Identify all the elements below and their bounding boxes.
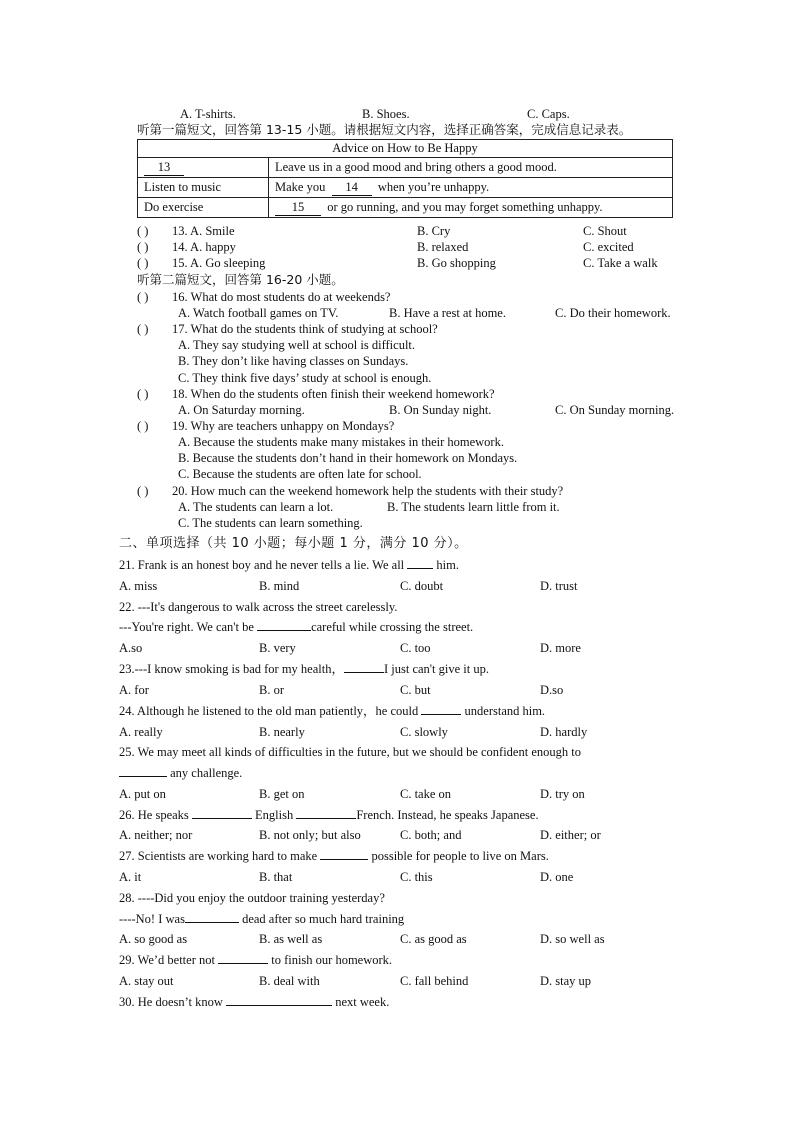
q22-option-a: A.so xyxy=(119,641,143,655)
q21-option-b: B. mind xyxy=(259,579,300,593)
q18-stem: 18. When do the students often finish their weekend homework? xyxy=(172,387,495,401)
q19-option-a: A. Because the students make many mistakes in their homework. xyxy=(178,435,504,449)
q29-option-c: C. fall behind xyxy=(400,974,469,988)
q27-option-a: A. it xyxy=(119,870,142,884)
q20-stem: 20. How much can the weekend homework help the students with their study? xyxy=(172,484,564,498)
text: 23.---I know smoking is bad for my health， xyxy=(119,662,344,676)
q29-option-b: B. deal with xyxy=(259,974,320,988)
q18-option-c: C. On Sunday morning. xyxy=(555,403,675,417)
q18-option-b: B. On Sunday night. xyxy=(389,403,492,417)
q20-option-b: B. The students learn little from it. xyxy=(387,500,560,514)
text: 21. Frank is an honest boy and he never tells a lie. We all xyxy=(119,558,405,572)
table-row xyxy=(138,198,673,218)
q28-option-b: B. as well as xyxy=(259,932,323,946)
table-title: Advice on How to Be Happy xyxy=(138,140,673,158)
q25-line1: 25. We may meet all kinds of difficulties in the future, but we should be confident enough to xyxy=(119,745,581,759)
q22-option-d: D. more xyxy=(540,641,581,655)
text: English xyxy=(255,808,294,822)
q14-option-b: B. relaxed xyxy=(417,240,469,254)
text: 30. He doesn’t know xyxy=(119,995,223,1009)
text: ----No! I was xyxy=(119,912,185,926)
q16-option-a: A. Watch football games on TV. xyxy=(178,306,339,320)
blank-13: 13 xyxy=(144,160,184,176)
q21-option-d: D. trust xyxy=(540,579,578,593)
text: him. xyxy=(436,558,459,572)
q16-option-b: B. Have a rest at home. xyxy=(389,306,506,320)
q26-option-a: A. neither; nor xyxy=(119,828,193,842)
text: to finish our homework. xyxy=(271,953,393,967)
paren: ( ) xyxy=(137,256,149,270)
q22-line1: 22. ---It's dangerous to walk across the street carelessly. xyxy=(119,600,398,614)
q13-option-c: C. Shout xyxy=(583,224,627,238)
q23-option-c: C. but xyxy=(400,683,431,697)
q15-option-a: 15. A. Go sleeping xyxy=(172,256,266,270)
q23-stem xyxy=(119,661,489,677)
table-cell: Listen to music xyxy=(138,178,269,198)
q28-stem xyxy=(119,911,404,927)
q18-option-a: A. On Saturday morning. xyxy=(178,403,305,417)
q26-option-d: D. either; or xyxy=(540,828,601,842)
paren: ( ) xyxy=(137,224,149,238)
q26-option-b: B. not only; but also xyxy=(259,828,361,842)
q27-option-d: D. one xyxy=(540,870,574,884)
blank xyxy=(421,714,461,715)
q19-option-b: B. Because the students don’t hand in their homework on Mondays. xyxy=(178,451,518,465)
table-cell xyxy=(269,198,673,218)
q17-option-a: A. They say studying well at school is difficult. xyxy=(178,338,416,352)
paren: ( ) xyxy=(137,322,149,336)
q23-option-b: B. or xyxy=(259,683,284,697)
q27-option-c: C. this xyxy=(400,870,433,884)
q22-option-b: B. very xyxy=(259,641,296,655)
q28-option-d: D. so well as xyxy=(540,932,605,946)
blank xyxy=(257,630,311,631)
q17-option-c: C. They think five days’ study at school is enough. xyxy=(178,371,432,385)
paren: ( ) xyxy=(137,419,149,433)
q21-stem xyxy=(119,557,459,573)
q23-option-d: D.so xyxy=(540,683,564,697)
blank xyxy=(226,1005,332,1006)
text: careful while crossing the street. xyxy=(311,620,474,634)
text: 24. Although he listened to the old man patiently，he could xyxy=(119,704,419,718)
blank xyxy=(192,818,252,819)
q30-stem xyxy=(119,994,389,1010)
passage1-instruction: 听第一篇短文，回答第 13-15 小题。请根据短文内容，选择正确答案，完成信息记录表。 xyxy=(137,122,632,137)
option-c: C. Caps. xyxy=(527,107,570,121)
q15-option-c: C. Take a walk xyxy=(583,256,658,270)
q24-option-d: D. hardly xyxy=(540,725,588,739)
q20-option-a: A. The students can learn a lot. xyxy=(178,500,334,514)
table-cell: Leave us in a good mood and bring others a good mood. xyxy=(269,158,673,178)
q28-option-a: A. so good as xyxy=(119,932,188,946)
text: 29. We’d better not xyxy=(119,953,215,967)
passage2-instruction: 听第二篇短文，回答第 16-20 小题。 xyxy=(137,272,344,287)
text: Make you xyxy=(275,179,326,194)
text: ---You're right. We can't be xyxy=(119,620,254,634)
q24-stem xyxy=(119,703,545,719)
q29-option-d: D. stay up xyxy=(540,974,592,988)
option-a: A. T-shirts. xyxy=(180,107,236,121)
q13-option-a: 13. A. Smile xyxy=(172,224,235,238)
blank xyxy=(344,672,384,673)
q25-option-b: B. get on xyxy=(259,787,305,801)
paren: ( ) xyxy=(137,387,149,401)
q16-stem: 16. What do most students do at weekends? xyxy=(172,290,391,304)
text: any challenge. xyxy=(170,766,243,780)
paren: ( ) xyxy=(137,240,149,254)
q25-option-d: D. try on xyxy=(540,787,585,801)
q21-option-c: C. doubt xyxy=(400,579,444,593)
section2-title: 二、单项选择（共 10 小题；每小题 1 分，满分 10 分）。 xyxy=(119,536,468,551)
q27-stem xyxy=(119,848,549,864)
q19-option-c: C. Because the students are often late for school. xyxy=(178,467,422,481)
paren: ( ) xyxy=(137,484,149,498)
text: I just can't give it up. xyxy=(383,662,489,676)
q15-option-b: B. Go shopping xyxy=(417,256,496,270)
blank xyxy=(119,776,167,777)
text: understand him. xyxy=(464,704,546,718)
q25-stem xyxy=(119,765,242,781)
text: or go running, and you may forget something unhappy. xyxy=(327,199,603,214)
q24-option-c: C. slowly xyxy=(400,725,448,739)
q22-stem xyxy=(119,619,473,635)
q28-line1: 28. ----Did you enjoy the outdoor training yesterday? xyxy=(119,891,385,905)
q29-option-a: A. stay out xyxy=(119,974,174,988)
q21-option-a: A. miss xyxy=(119,579,158,593)
blank-14: 14 xyxy=(332,180,372,196)
table-row xyxy=(138,158,673,178)
option-b: B. Shoes. xyxy=(362,107,410,121)
q26-stem xyxy=(119,807,539,823)
text: French. Instead, he speaks Japanese. xyxy=(356,808,539,822)
q27-option-b: B. that xyxy=(259,870,293,884)
q28-option-c: C. as good as xyxy=(400,932,467,946)
advice-table xyxy=(137,139,673,218)
blank xyxy=(218,963,268,964)
q20-option-c: C. The students can learn something. xyxy=(178,516,363,530)
blank xyxy=(320,859,368,860)
text: 26. He speaks xyxy=(119,808,189,822)
q14-option-c: C. excited xyxy=(583,240,634,254)
table-cell: Do exercise xyxy=(138,198,269,218)
text: possible for people to live on Mars. xyxy=(371,849,549,863)
q19-stem: 19. Why are teachers unhappy on Mondays? xyxy=(172,419,395,433)
q29-stem xyxy=(119,952,392,968)
text: when you’re unhappy. xyxy=(377,179,490,194)
blank xyxy=(185,922,239,923)
q23-option-a: A. for xyxy=(119,683,149,697)
q22-option-c: C. too xyxy=(400,641,431,655)
table-cell xyxy=(269,178,673,198)
q17-option-b: B. They don’t like having classes on Sundays. xyxy=(178,354,409,368)
q26-option-c: C. both; and xyxy=(400,828,462,842)
q13-option-b: B. Cry xyxy=(417,224,451,238)
blank-15: 15 xyxy=(275,200,321,216)
table-row xyxy=(138,178,673,198)
q25-option-c: C. take on xyxy=(400,787,452,801)
q17-stem: 17. What do the students think of studying at school? xyxy=(172,322,438,336)
blank xyxy=(296,818,356,819)
blank xyxy=(407,568,433,569)
text: dead after so much hard training xyxy=(242,912,405,926)
q24-option-b: B. nearly xyxy=(259,725,305,739)
paren: ( ) xyxy=(137,290,149,304)
q16-option-c: C. Do their homework. xyxy=(555,306,671,320)
q25-option-a: A. put on xyxy=(119,787,166,801)
q14-option-a: 14. A. happy xyxy=(172,240,236,254)
text: 27. Scientists are working hard to make xyxy=(119,849,318,863)
text: next week. xyxy=(335,995,390,1009)
q24-option-a: A. really xyxy=(119,725,163,739)
